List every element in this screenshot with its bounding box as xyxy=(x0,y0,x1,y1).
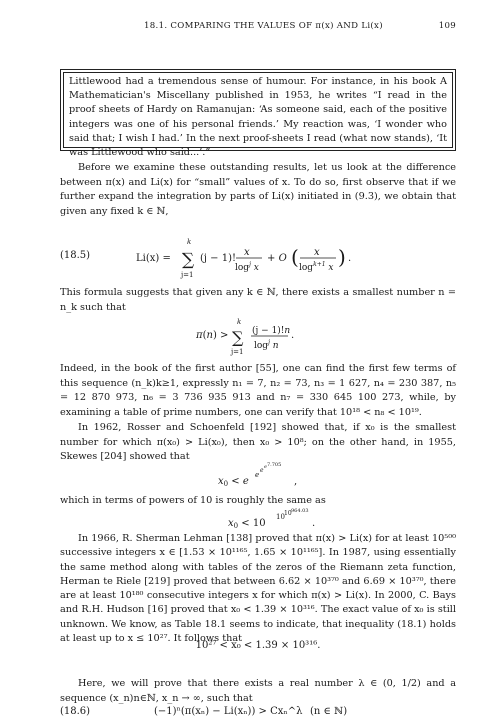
eq-factorial: (j − 1)! xyxy=(200,253,237,264)
eq-pow-10a: 10 xyxy=(276,513,285,521)
paragraph-4: In 1962, Rosser and Schoenfeld [192] showed that, if x₀ is the smallest number for which π(x₀) > Li(x₀), then x₀ > 10⁸; on the other hand, in 1955, Skewes [204] showed that xyxy=(60,422,456,463)
equation-label-18-6: (18.6) xyxy=(60,706,91,717)
eq-skewes-x0: $x_0 < e$ xyxy=(218,476,249,488)
eq-pow-10b: 10 xyxy=(284,510,292,517)
eq-plus-o: + O xyxy=(267,253,287,264)
running-header xyxy=(60,21,456,35)
eq-sum-sign: ∑ xyxy=(182,250,195,270)
eq-pi-den: $\log^j n$ xyxy=(254,339,279,351)
eq-sum-lower: j=1 xyxy=(181,271,194,279)
equation-label-18-5: (18.5) xyxy=(60,250,91,261)
eq-pow-period: . xyxy=(312,518,316,529)
paragraph-5: which in terms of powers of 10 is roughly the same as xyxy=(60,495,326,506)
paragraph-1: Before we examine these outstanding results, let us look at the difference between π(x) and Li(x) for “small” values of x. To do so, first observe that if we further expand the integration by parts of Li(x) initiated in (9.3), we obtain that given any fixed k ∈ ℕ, xyxy=(60,162,456,217)
quote-text: Littlewood had a tremendous sense of humour. For instance, in his book A Mathematician's Miscellany published in 1953, he writes “I read in the proof sheets of Hardy on Ramanujan: ‘As someone said, each of the positive integers was one of his personal friends.’ My reaction was, ‘I wonder who said that; I wish I had.’ In the next proof-sheets I read (what now stands), ‘It was Littlewood who said...’.” xyxy=(63,72,453,148)
eq-li-lhs: Li(x) = xyxy=(136,253,171,264)
eq-skewes-comma: , xyxy=(294,476,298,487)
eq-pow-x0: $x_0 < 10$ xyxy=(228,518,266,530)
eq-o-den: $\log^{k+1} x$ xyxy=(299,261,334,273)
eq-skewes-e3: e xyxy=(260,467,264,474)
paragraph-2: This formula suggests that given any k ∈ ℕ, there exists a smallest number n = n_k such that xyxy=(60,287,456,313)
eq-pi-period: . xyxy=(291,330,295,341)
equation-18-6-condition: (n ∈ ℕ) xyxy=(310,706,348,717)
equation-18-5 xyxy=(60,235,456,281)
eq-pi-num: (j − 1)!n xyxy=(252,326,291,336)
eq-sum-upper: k xyxy=(187,238,192,246)
equation-skewes xyxy=(218,462,328,490)
eq-lparen: ( xyxy=(291,245,299,269)
header-title: 18.1. COMPARING THE VALUES OF π(x) AND Li(x) xyxy=(144,21,383,31)
eq-pi-lhs: π(n) > xyxy=(196,330,229,341)
paragraph-3: Indeed, in the book of the first author [55], one can find the first few terms of this sequence (n_k)k≥1, expressly n₁ = 7, n₂ = 73, n₃ = 1 627, n₄ = 230 387, n₅ = 12 870 973, n₆ = 3 736 935 913 and n₇ = 330 645 100 273, while, by examining a table of prime numbers, one can verify that 10¹⁸ < n₈ < 10¹⁹. xyxy=(60,363,456,418)
paragraph-6: In 1966, R. Sherman Lehman [138] proved that π(x) > Li(x) for at least 10⁵⁰⁰ successive integers x ∈ [1.53 × 10¹¹⁶⁵, 1.65 × 10¹¹⁶⁵]. In 1987, using essentially the same method along with tables of the zeros of the Riemann zeta function, Herman te Riele [219] proved that between 6.62 × 10³⁷⁰ and 6.69 × 10³⁷⁰, there are at least 10¹⁸⁰ consecutive integers x for which π(x) > Li(x). In 2000, C. Bays and R.H. Hudson [16] proved that x₀ < 1.39 × 10³¹⁶. The exact value of x₀ is still unknown. We know, as Table 18.1 seems to indicate, that inequality (18.1) holds at least up to x ≤ 10²⁷. It follows that xyxy=(60,533,456,645)
equation-18-6 xyxy=(60,706,456,720)
eq-period: . xyxy=(348,253,352,264)
eq-frac-num: x xyxy=(244,247,250,258)
eq-skewes-exp: e7.705 xyxy=(264,462,282,470)
equation-bound-text: 10²⁷ < x₀ < 1.39 × 10³¹⁶. xyxy=(195,640,321,651)
eq-pi-sum-upper: k xyxy=(237,318,242,326)
equation-bound xyxy=(60,640,456,656)
quote-box xyxy=(60,69,456,159)
eq-skewes-e2: e xyxy=(255,471,260,479)
eq-o-num: x xyxy=(314,247,320,258)
equation-18-6-body: (−1)ⁿ(π(xₙ) − Li(xₙ)) > Cxₙ^λ xyxy=(154,706,303,717)
equation-pi-n xyxy=(196,316,336,358)
eq-pi-sum: ∑ xyxy=(232,328,244,347)
eq-frac-den: $\log^j x$ xyxy=(235,261,259,273)
eq-rparen: ) xyxy=(338,245,346,269)
equation-18-5-formula xyxy=(136,235,386,281)
eq-pow-exp: 964.03 xyxy=(291,508,309,514)
page-number: 109 xyxy=(438,21,456,31)
equation-powers-of-ten xyxy=(228,508,328,530)
eq-pi-sum-lower: j=1 xyxy=(231,348,244,356)
paragraph-7: Here, we will prove that there exists a real number λ ∈ (0, 1/2) and a sequence (x_n)n∈ℕ, x_n → ∞, such that xyxy=(60,678,456,704)
